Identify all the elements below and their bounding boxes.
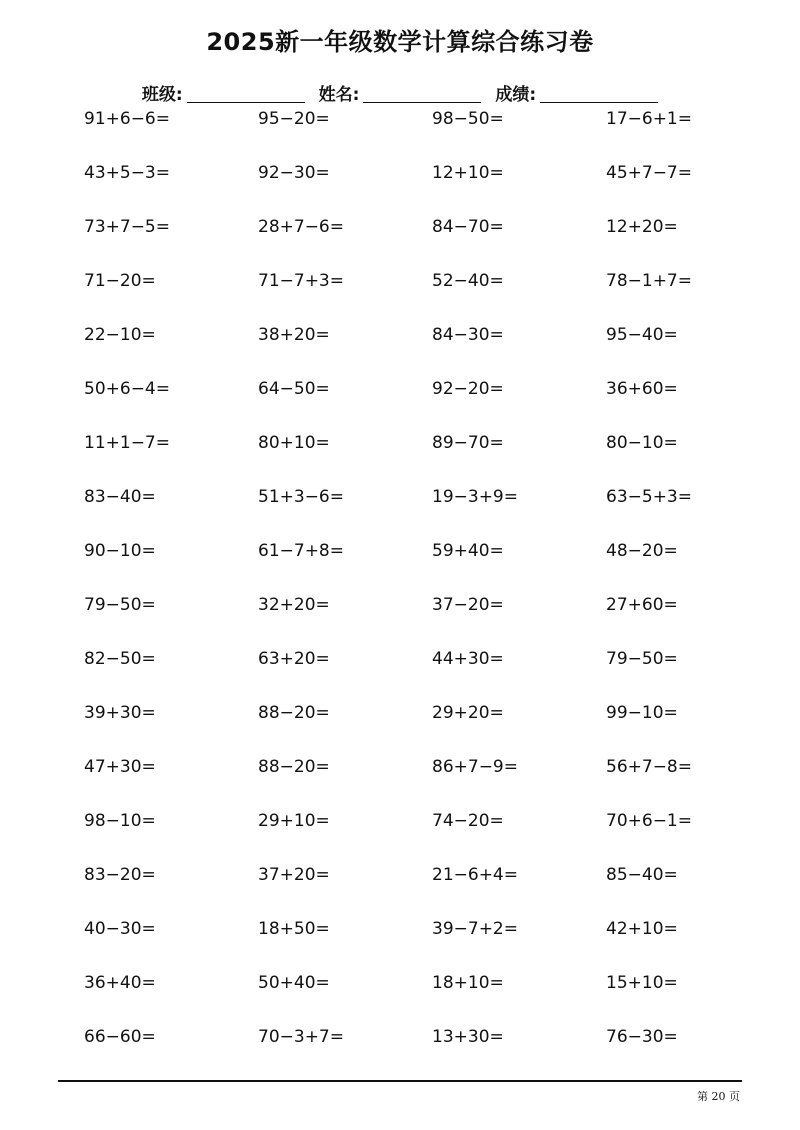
arithmetic-problem: 73+7−5= <box>84 217 170 237</box>
arithmetic-problem: 43+5−3= <box>84 163 170 183</box>
problem-row <box>84 324 784 378</box>
problem-row <box>84 918 784 972</box>
arithmetic-problem: 74−20= <box>432 811 504 831</box>
problem-row <box>84 594 784 648</box>
arithmetic-problem: 83−20= <box>84 865 156 885</box>
arithmetic-problem: 66−60= <box>84 1027 156 1047</box>
student-info-row <box>0 80 800 105</box>
arithmetic-problem: 85−40= <box>606 865 678 885</box>
arithmetic-problem: 71−7+3= <box>258 271 344 291</box>
problem-row <box>84 486 784 540</box>
problem-row <box>84 270 784 324</box>
class-label: 班级: <box>141 85 183 105</box>
arithmetic-problem: 89−70= <box>432 433 504 453</box>
arithmetic-problem: 99−10= <box>606 703 678 723</box>
problem-row <box>84 540 784 594</box>
name-field <box>319 80 482 105</box>
problem-row <box>84 216 784 270</box>
arithmetic-problem: 48−20= <box>606 541 678 561</box>
arithmetic-problem: 86+7−9= <box>432 757 518 777</box>
problem-row <box>84 810 784 864</box>
arithmetic-problem: 71−20= <box>84 271 156 291</box>
problem-row <box>84 864 784 918</box>
class-blank <box>187 86 305 103</box>
arithmetic-problem: 95−20= <box>258 109 330 129</box>
arithmetic-problem: 11+1−7= <box>84 433 170 453</box>
problem-row <box>84 756 784 810</box>
arithmetic-problem: 39+30= <box>84 703 156 723</box>
arithmetic-problem: 17−6+1= <box>606 109 692 129</box>
problem-row <box>84 162 784 216</box>
arithmetic-problem: 70+6−1= <box>606 811 692 831</box>
page-title: 2025新一年级数学计算综合练习卷 <box>206 28 594 56</box>
arithmetic-problem: 12+10= <box>432 163 504 183</box>
name-blank <box>363 86 481 103</box>
arithmetic-problem: 84−30= <box>432 325 504 345</box>
arithmetic-problem: 44+30= <box>432 649 504 669</box>
arithmetic-problem: 82−50= <box>84 649 156 669</box>
arithmetic-problem: 59+40= <box>432 541 504 561</box>
arithmetic-problem: 28+7−6= <box>258 217 344 237</box>
arithmetic-problem: 76−30= <box>606 1027 678 1047</box>
problem-row <box>84 432 784 486</box>
arithmetic-problem: 21−6+4= <box>432 865 518 885</box>
arithmetic-problem: 95−40= <box>606 325 678 345</box>
arithmetic-problem: 19−3+9= <box>432 487 518 507</box>
arithmetic-problem: 38+20= <box>258 325 330 345</box>
arithmetic-problem: 50+40= <box>258 973 330 993</box>
arithmetic-problem: 51+3−6= <box>258 487 344 507</box>
arithmetic-problem: 92−30= <box>258 163 330 183</box>
arithmetic-problem: 36+40= <box>84 973 156 993</box>
arithmetic-problem: 32+20= <box>258 595 330 615</box>
arithmetic-problem: 39−7+2= <box>432 919 518 939</box>
arithmetic-problem: 47+30= <box>84 757 156 777</box>
score-label: 成绩: <box>495 85 537 105</box>
name-label: 姓名: <box>318 85 360 105</box>
arithmetic-problem: 88−20= <box>258 703 330 723</box>
arithmetic-problem: 84−70= <box>432 217 504 237</box>
arithmetic-problem: 98−50= <box>432 109 504 129</box>
arithmetic-problem: 92−20= <box>432 379 504 399</box>
arithmetic-problem: 52−40= <box>432 271 504 291</box>
arithmetic-problem: 88−20= <box>258 757 330 777</box>
arithmetic-problem: 13+30= <box>432 1027 504 1047</box>
arithmetic-problem: 61−7+8= <box>258 541 344 561</box>
arithmetic-problem: 12+20= <box>606 217 678 237</box>
arithmetic-problem: 63+20= <box>258 649 330 669</box>
arithmetic-problem: 64−50= <box>258 379 330 399</box>
arithmetic-problem: 56+7−8= <box>606 757 692 777</box>
arithmetic-problem: 27+60= <box>606 595 678 615</box>
problem-row <box>84 1026 784 1080</box>
arithmetic-problem: 91+6−6= <box>84 109 170 129</box>
arithmetic-problem: 29+20= <box>432 703 504 723</box>
arithmetic-problem: 63−5+3= <box>606 487 692 507</box>
arithmetic-problem: 80+10= <box>258 433 330 453</box>
arithmetic-problem: 37−20= <box>432 595 504 615</box>
footer-divider <box>58 1080 742 1082</box>
arithmetic-problem: 78−1+7= <box>606 271 692 291</box>
page-number: 第 20 页 <box>697 1090 740 1103</box>
class-field <box>142 80 305 105</box>
problem-row <box>84 648 784 702</box>
arithmetic-problem: 79−50= <box>84 595 156 615</box>
arithmetic-problem: 79−50= <box>606 649 678 669</box>
score-field <box>495 80 658 105</box>
arithmetic-problem: 37+20= <box>258 865 330 885</box>
problem-row <box>84 702 784 756</box>
arithmetic-problem: 18+10= <box>432 973 504 993</box>
problem-row <box>84 972 784 1026</box>
arithmetic-problem: 42+10= <box>606 919 678 939</box>
arithmetic-problem: 80−10= <box>606 433 678 453</box>
arithmetic-problem: 98−10= <box>84 811 156 831</box>
arithmetic-problem: 22−10= <box>84 325 156 345</box>
arithmetic-problem: 70−3+7= <box>258 1027 344 1047</box>
arithmetic-problem: 15+10= <box>606 973 678 993</box>
arithmetic-problem: 36+60= <box>606 379 678 399</box>
arithmetic-problem: 29+10= <box>258 811 330 831</box>
problem-grid <box>84 108 784 1080</box>
arithmetic-problem: 45+7−7= <box>606 163 692 183</box>
arithmetic-problem: 40−30= <box>84 919 156 939</box>
problem-row <box>84 108 784 162</box>
arithmetic-problem: 83−40= <box>84 487 156 507</box>
arithmetic-problem: 50+6−4= <box>84 379 170 399</box>
score-blank <box>540 86 658 103</box>
arithmetic-problem: 18+50= <box>258 919 330 939</box>
problem-row <box>84 378 784 432</box>
arithmetic-problem: 90−10= <box>84 541 156 561</box>
